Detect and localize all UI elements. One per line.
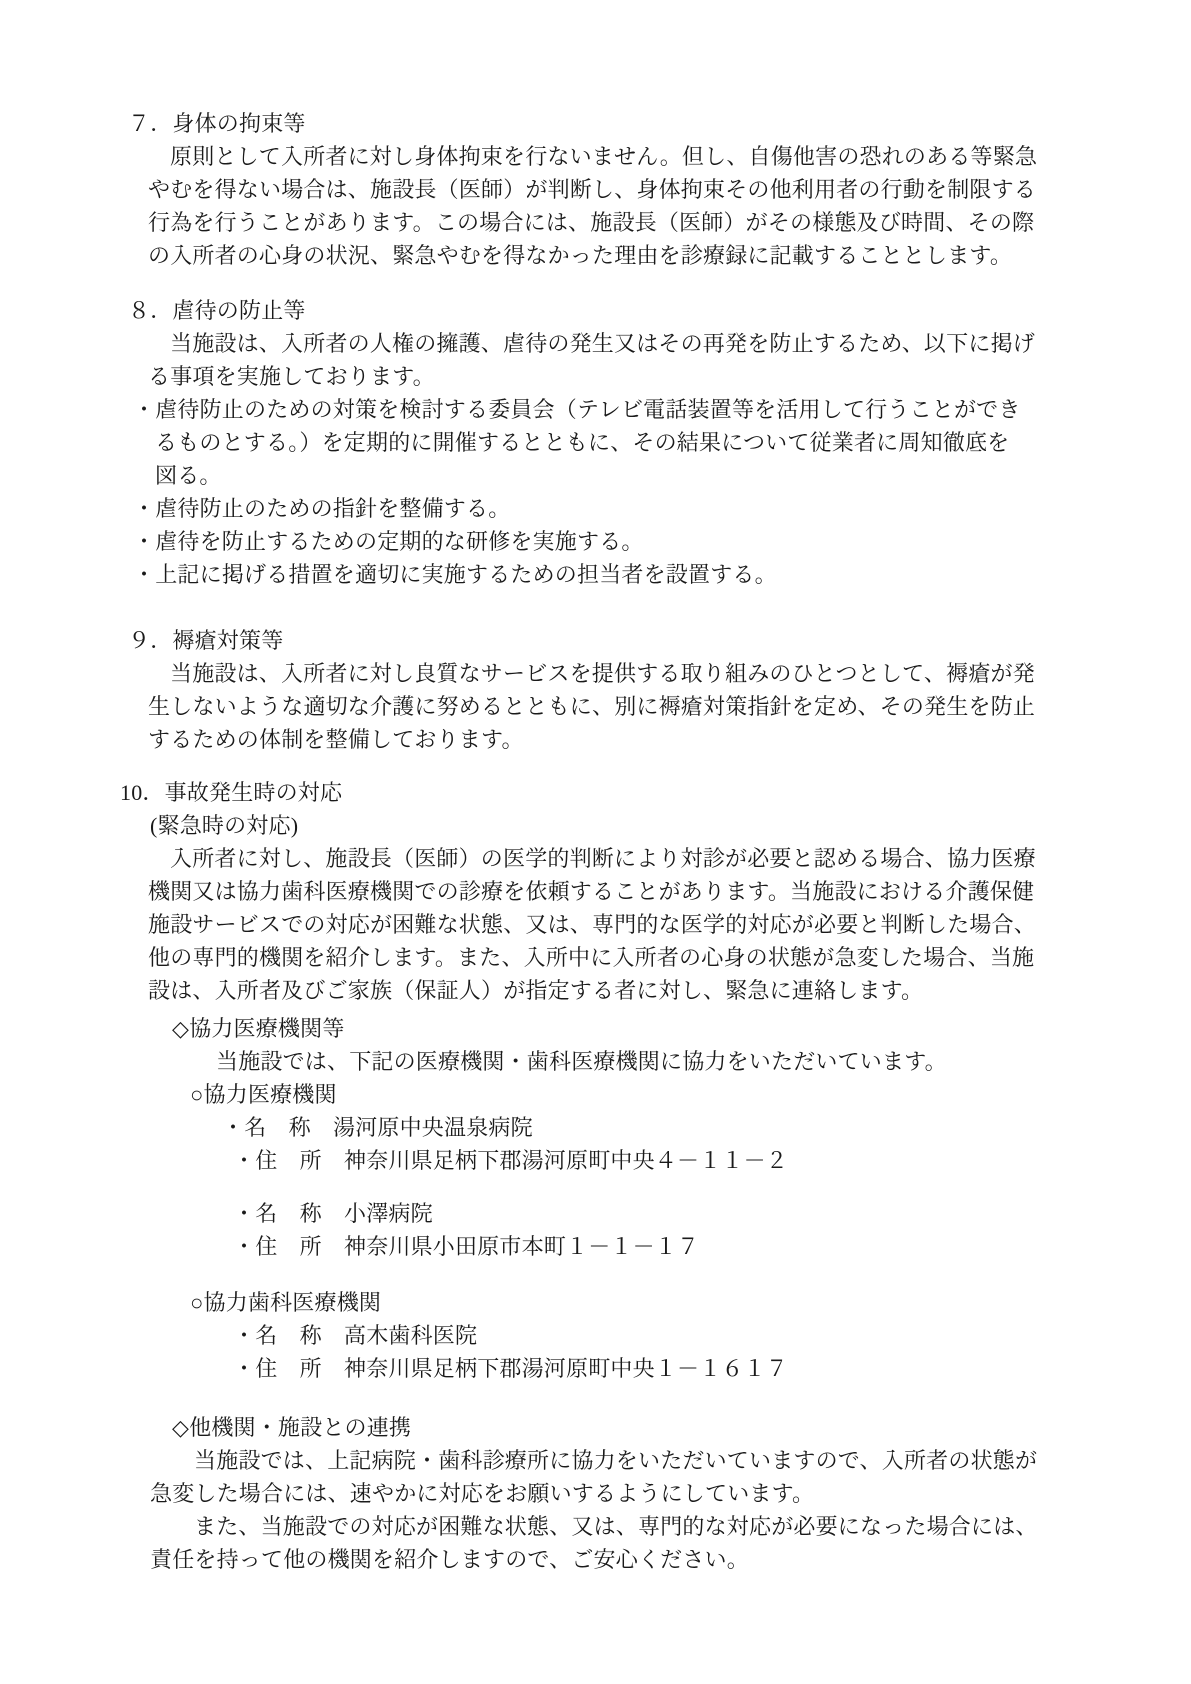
- doc-line: 責任を持って他の機関を紹介しますので、ご安心ください。: [150, 1547, 749, 1572]
- doc-line: するための体制を整備しております。: [148, 727, 524, 752]
- doc-line: 急変した場合には、速やかに対応をお願いするようにしています。: [150, 1481, 815, 1506]
- doc-line: また、当施設での対応が困難な状態、又は、専門的な対応が必要になった場合には、: [194, 1514, 1038, 1539]
- cooperating-medical-institutions: [0, 1012, 1191, 1385]
- doc-line: ・住 所 神奈川県小田原市本町１－１－１７: [233, 1234, 700, 1259]
- doc-line: ・住 所 神奈川県足柄下郡湯河原町中央４－１１－２: [233, 1148, 789, 1173]
- doc-line: ○協力医療機関: [190, 1082, 337, 1107]
- doc-line: ○協力歯科医療機関: [190, 1290, 382, 1315]
- doc-line: (緊急時の対応): [150, 813, 299, 838]
- section-heading-line: 10．事故発生時の対応: [120, 780, 343, 805]
- section-heading-line: ８．虐待の防止等: [128, 298, 306, 323]
- section-heading-line: ◇他機関・施設との連携: [172, 1415, 412, 1440]
- doc-line: ・住 所 神奈川県足柄下郡湯河原町中央１－１６１７: [233, 1356, 789, 1381]
- section-9-pressure-ulcer-measures: [0, 624, 1191, 756]
- doc-line: 当施設では、上記病院・歯科診療所に協力をいただいていますので、入所者の状態が: [194, 1448, 1038, 1473]
- doc-line: 他の専門的機関を紹介します。また、入所中に入所者の心身の状態が急変した場合、当施: [148, 945, 1035, 970]
- doc-line: ・名 称 湯河原中央温泉病院: [222, 1115, 533, 1140]
- doc-line: 設は、入所者及びご家族（保証人）が指定する者に対し、緊急に連絡します。: [148, 978, 924, 1003]
- doc-line: 当施設は、入所者の人権の擁護、虐待の発生又はその再発を防止するため、以下に掲げ: [170, 331, 1035, 356]
- doc-line: ・虐待を防止するための定期的な研修を実施する。: [133, 529, 644, 554]
- doc-line: 入所者に対し、施設長（医師）の医学的判断により対診が必要と認める場合、協力医療: [170, 846, 1036, 871]
- doc-line: ・名 称 高木歯科医院: [233, 1323, 478, 1348]
- doc-line: やむを得ない場合は、施設長（医師）が判断し、身体拘束その他利用者の行動を制限する: [148, 177, 1037, 202]
- section-10-accident-response: [0, 776, 1191, 1007]
- doc-line: るものとする。）を定期的に開催するとともに、その結果について従業者に周知徹底を: [155, 430, 1010, 455]
- section-heading-line: ７．身体の拘束等: [128, 111, 306, 136]
- doc-line: ・虐待防止のための指針を整備する。: [133, 496, 511, 521]
- doc-line: の入所者の心身の状況、緊急やむを得なかった理由を診療録に記載することとします。: [148, 243, 1013, 268]
- section-7-physical-restraint: [0, 107, 1191, 272]
- section-8-abuse-prevention: [0, 294, 1191, 591]
- doc-line: 当施設では、下記の医療機関・歯科医療機関に協力をいただいています。: [216, 1049, 947, 1074]
- doc-line: 施設サービスでの対応が困難な状態、又は、専門的な医学的対応が必要と判断した場合、: [148, 912, 1037, 937]
- doc-line: 生しないような適切な介護に努めるとともに、別に褥瘡対策指針を定め、その発生を防止: [148, 694, 1036, 719]
- doc-line: る事項を実施しております。: [148, 364, 435, 389]
- section-heading-line: ◇協力医療機関等: [172, 1016, 345, 1041]
- doc-line: ・名 称 小澤病院: [233, 1201, 433, 1226]
- doc-line: 当施設は、入所者に対し良質なサービスを提供する取り組みのひとつとして、褥瘡が発: [170, 661, 1035, 686]
- section-heading-line: ９．褥瘡対策等: [128, 628, 284, 653]
- cooperation-with-other-institutions: [0, 1411, 1191, 1576]
- document-content: [0, 107, 1191, 1576]
- doc-line: ・虐待防止のための対策を検討する委員会（テレビ電話装置等を活用して行うことができ: [133, 397, 1021, 422]
- doc-line: 機関又は協力歯科医療機関での診療を依頼することがあります。当施設における介護保健: [148, 879, 1035, 904]
- doc-line: 原則として入所者に対し身体拘束を行ないません。但し、自傷他害の恐れのある等緊急: [170, 144, 1038, 169]
- doc-line: 図る。: [155, 463, 222, 488]
- doc-line: 行為を行うことがあります。この場合には、施設長（医師）がその様態及び時間、その際: [148, 210, 1035, 235]
- doc-line: ・上記に掲げる措置を適切に実施するための担当者を設置する。: [133, 562, 777, 587]
